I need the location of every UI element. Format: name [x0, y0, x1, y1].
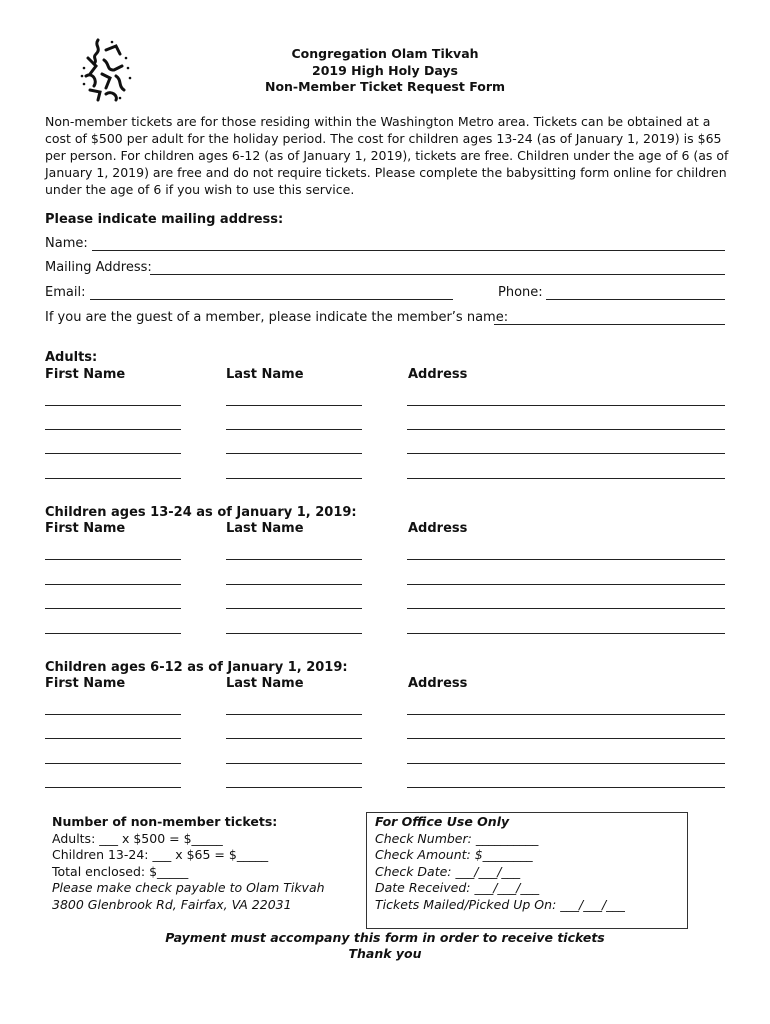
total-enclosed-line[interactable]: Total enclosed: $_____	[52, 863, 189, 879]
adults-last-name-header: Last Name	[226, 367, 304, 382]
payment-summary	[52, 814, 325, 914]
kid-address-field[interactable]	[407, 714, 725, 715]
kid-last-name-field[interactable]	[226, 738, 362, 739]
kid-address-field[interactable]	[407, 763, 725, 764]
adult-first-name-field[interactable]	[45, 405, 181, 406]
adult-first-name-field[interactable]	[45, 453, 181, 454]
teen-last-name-field[interactable]	[226, 559, 362, 560]
check-amount-line: Check Amount: $________	[375, 847, 533, 863]
congregation-name: Congregation Olam Tikvah	[291, 46, 479, 61]
kid-last-name-field[interactable]	[226, 714, 362, 715]
payment-heading: Number of non-member tickets:	[52, 814, 278, 829]
member-name-field[interactable]	[494, 324, 725, 325]
kids-last-name-header: Last Name	[226, 676, 304, 691]
kid-first-name-field[interactable]	[45, 714, 181, 715]
name-field[interactable]	[92, 250, 725, 251]
teen-first-name-field[interactable]	[45, 608, 181, 609]
kid-first-name-field[interactable]	[45, 763, 181, 764]
name-label: Name:	[45, 236, 88, 251]
check-date-line: Check Date: ___/___/___	[375, 863, 521, 879]
thank-you: Thank you	[348, 946, 422, 961]
email-field[interactable]	[90, 299, 453, 300]
kids-heading: Children ages 6-12 as of January 1, 2019:	[45, 660, 348, 675]
kids-first-name-header: First Name	[45, 676, 126, 691]
adult-first-name-field[interactable]	[45, 429, 181, 430]
adult-address-field[interactable]	[407, 453, 725, 454]
teens-first-name-header: First Name	[45, 521, 126, 536]
adult-last-name-field[interactable]	[226, 429, 362, 430]
mailing-address-field[interactable]	[150, 274, 725, 275]
adult-address-field[interactable]	[407, 478, 725, 479]
adult-address-field[interactable]	[407, 429, 725, 430]
adult-last-name-field[interactable]	[226, 453, 362, 454]
adult-first-name-field[interactable]	[45, 478, 181, 479]
teens-address-header: Address	[408, 521, 468, 536]
email-label: Email:	[45, 285, 86, 300]
form-header	[0, 46, 770, 96]
date-received-line: Date Received: ___/___/___	[375, 880, 540, 896]
teen-first-name-field[interactable]	[45, 584, 181, 585]
teen-first-name-field[interactable]	[45, 633, 181, 634]
kid-address-field[interactable]	[407, 787, 725, 788]
teen-last-name-field[interactable]	[226, 608, 362, 609]
footer	[0, 930, 770, 962]
teen-address-field[interactable]	[407, 608, 725, 609]
event-title: 2019 High Holy Days	[312, 62, 458, 78]
adult-last-name-field[interactable]	[226, 478, 362, 479]
adults-heading: Adults:	[45, 350, 98, 365]
teen-last-name-field[interactable]	[226, 584, 362, 585]
form-title: Non-Member Ticket Request Form	[264, 79, 506, 94]
adult-last-name-field[interactable]	[226, 405, 362, 406]
teen-first-name-field[interactable]	[45, 559, 181, 560]
kid-address-field[interactable]	[407, 738, 725, 739]
adults-first-name-header: First Name	[45, 367, 126, 382]
teen-address-field[interactable]	[407, 633, 725, 634]
kid-last-name-field[interactable]	[226, 763, 362, 764]
teen-last-name-field[interactable]	[226, 633, 362, 634]
office-use-box	[366, 812, 688, 929]
kid-first-name-field[interactable]	[45, 787, 181, 788]
phone-field[interactable]	[546, 299, 725, 300]
phone-label: Phone:	[498, 285, 543, 300]
teens-last-name-header: Last Name	[226, 521, 304, 536]
kids-address-header: Address	[408, 676, 468, 691]
teen-address-field[interactable]	[407, 584, 725, 585]
kid-first-name-field[interactable]	[45, 738, 181, 739]
tickets-mailed-line: Tickets Mailed/Picked Up On: ___/___/___	[375, 896, 625, 912]
adult-address-field[interactable]	[407, 405, 725, 406]
office-use-heading: For Office Use Only	[375, 814, 510, 829]
teens-heading: Children ages 13-24 as of January 1, 2019:	[45, 505, 357, 520]
teen-address-field[interactable]	[407, 559, 725, 560]
mailing-heading: Please indicate mailing address:	[45, 212, 284, 227]
address-label: Mailing Address:	[45, 260, 152, 275]
kid-last-name-field[interactable]	[226, 787, 362, 788]
mailing-address-note: 3800 Glenbrook Rd, Fairfax, VA 22031	[52, 896, 292, 912]
payment-notice: Payment must accompany this form in order to receive tickets	[165, 930, 605, 945]
check-number-line: Check Number: __________	[375, 830, 539, 846]
intro-paragraph: Non-member tickets are for those residing within the Washington Metro area. Tickets can be obtained at a cost of $500 per adult for the holiday period. The cost for children ages 13-24 (as of January 1, 2019) is $65 per person. For children ages 6-12 (as of January 1, 2019), tickets are free. Children under the age of 6 (as of January 1, 2019) are free and do not require tickets. Please complete the babysitting form online for children under the age of 6 if you wish to use this service.	[45, 114, 729, 197]
children-total-line[interactable]: Children 13-24: ___ x $65 = $_____	[52, 847, 269, 863]
adults-total-line[interactable]: Adults: ___ x $500 = $_____	[52, 830, 223, 846]
guest-member-label: If you are the guest of a member, please indicate the member’s name:	[45, 310, 509, 325]
adults-address-header: Address	[408, 367, 468, 382]
check-payable-note: Please make check payable to Olam Tikvah	[52, 880, 325, 896]
